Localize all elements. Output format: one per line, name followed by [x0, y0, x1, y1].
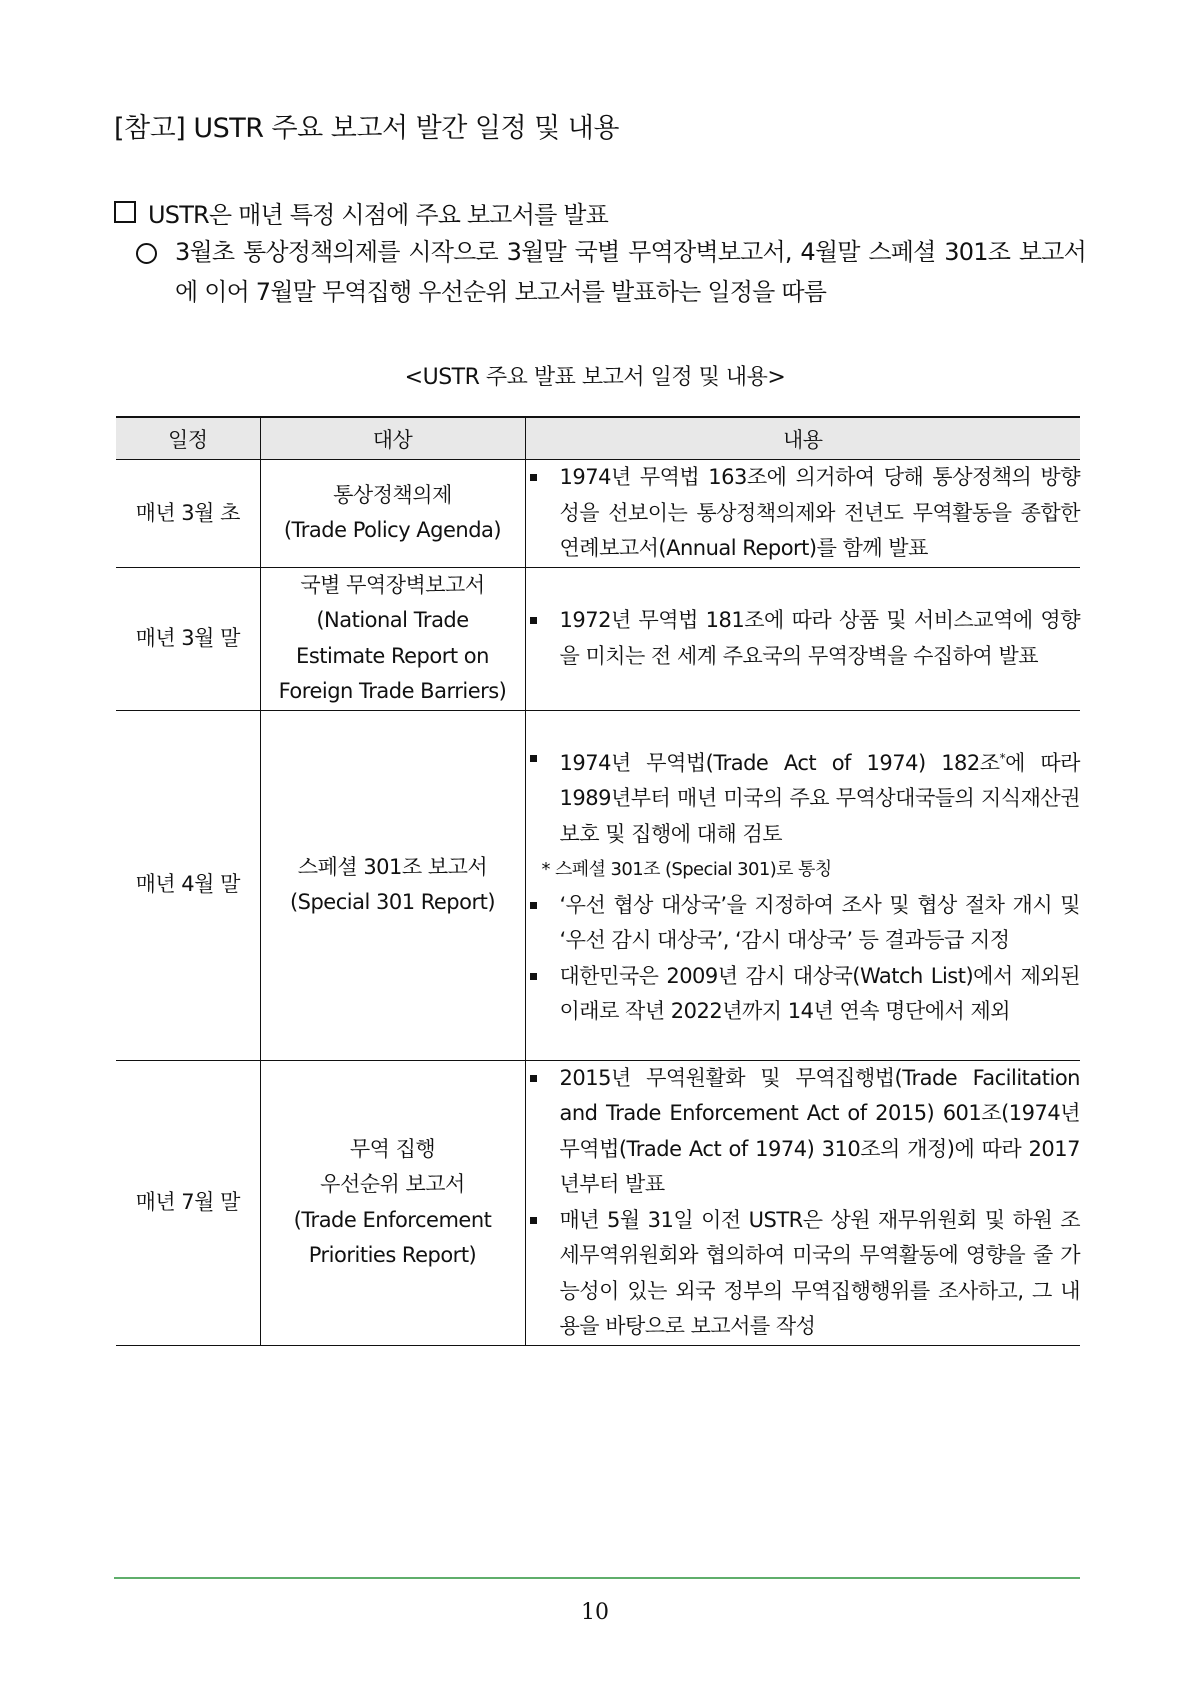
footer-divider: [114, 1577, 1080, 1579]
list-item: [526, 1203, 1081, 1345]
square-bullet-icon: [530, 474, 537, 481]
bullet-text: 1972년 무역법 181조에 따라 상품 및 서비스교역에 영향을 미치는 전 세계 주요국의 무역장벽을 수집하여 발표: [559, 608, 1080, 668]
row-target: [260, 567, 525, 710]
header-target: 대상: [260, 417, 525, 460]
report-schedule-table: [116, 416, 1080, 1346]
bullet-text: 1974년 무역법(Trade Act of 1974) 182조: [559, 750, 1000, 775]
row-target: [260, 710, 525, 1060]
page-number: 10: [581, 1600, 609, 1625]
target-line: 무역 집행: [349, 1136, 436, 1161]
row-date: 매년 3월 초: [116, 460, 260, 568]
list-item: [526, 888, 1081, 959]
square-bullet-icon: [530, 1217, 537, 1224]
section-subitem: [114, 232, 1086, 312]
bullet-text: 매년 5월 31일 이전 USTR은 상원 재무위원회 및 하원 조세무역위원회와 협의하여 미국의 무역활동에 영향을 줄 가능성이 있는 외국 정부의 무역집행행위를 조사하고, 그 내용을 바탕으로 보고서를 작성: [559, 1207, 1080, 1338]
target-line: (Trade Policy Agenda): [283, 518, 502, 543]
target-line: 국별 무역장벽보고서: [300, 572, 485, 597]
target-line: (National Trade: [316, 608, 469, 632]
summary-section: [114, 192, 1086, 312]
list-item: [526, 1061, 1081, 1203]
footnote-marker: *: [999, 750, 1006, 765]
list-item: [526, 741, 1081, 853]
row-target: [260, 1060, 525, 1345]
row-content: [525, 710, 1080, 1060]
square-bullet-icon: [530, 1075, 537, 1082]
target-line: Estimate Report on: [296, 643, 489, 668]
square-bullet-icon: [114, 201, 136, 223]
target-line: 통상정책의제: [333, 482, 452, 507]
row-date: 매년 4월 말: [116, 710, 260, 1060]
square-bullet-icon: [530, 617, 537, 624]
section-subitem-text: 3월초 통상정책의제를 시작으로 3월말 국별 무역장벽보고서, 4월말 스페셜 301조 보고서에 이어 7월말 무역집행 우선순위 보고서를 발표하는 일정을 따름: [175, 238, 1086, 306]
target-line: Priorities Report): [308, 1243, 477, 1267]
square-bullet-icon: [530, 755, 537, 762]
target-line: Foreign Trade Barriers): [278, 679, 507, 703]
page-title: [참고] USTR 주요 보고서 발간 일정 및 내용: [114, 113, 619, 144]
target-line: 우선순위 보고서: [320, 1172, 465, 1196]
target-line: 스페셜 301조 보고서: [297, 854, 488, 879]
square-bullet-icon: [530, 902, 537, 909]
bullet-text: 대한민국은 2009년 감시 대상국(Watch List)에서 제외된 이래로 작년 2022년까지 14년 연속 명단에서 제외: [559, 963, 1080, 1023]
list-item: [526, 603, 1081, 674]
row-date: 매년 7월 말: [116, 1060, 260, 1345]
table-header-row: [116, 417, 1080, 460]
table-row: [116, 460, 1080, 568]
footnote: * 스페셜 301조 (Special 301)로 통칭: [541, 859, 832, 880]
section-heading: [114, 192, 1086, 232]
list-item: [526, 959, 1081, 1030]
table-row: [116, 1060, 1080, 1345]
circle-bullet-icon: [136, 243, 157, 264]
row-content: [525, 460, 1080, 568]
bullet-text: 1974년 무역법 163조에 의거하여 당해 통상정책의 방향성을 선보이는 통상정책의제와 전년도 무역활동을 종합한 연례보고서(Annual Report)를 함께 발표: [559, 465, 1080, 560]
square-bullet-icon: [530, 973, 537, 980]
bullet-text: ‘우선 협상 대상국’을 지정하여 조사 및 협상 절차 개시 및 ‘우선 감시 대상국’, ‘감시 대상국’ 등 결과등급 지정: [559, 892, 1080, 952]
list-item: [526, 460, 1081, 567]
table-row: [116, 710, 1080, 1060]
target-line: (Special 301 Report): [289, 890, 496, 914]
bullet-text: 에 따라 1989년부터 매년 미국의 주요 무역상대국들의 지식재산권 보호 및 집행에 대해 검토: [559, 750, 1080, 846]
section-heading-text: USTR은 매년 특정 시점에 주요 보고서를 발표: [148, 200, 609, 229]
header-content: 내용: [525, 417, 1080, 460]
target-line: (Trade Enforcement: [293, 1207, 492, 1232]
row-content: [525, 567, 1080, 710]
bullet-text: 2015년 무역원활화 및 무역집행법(Trade Facilitation and Trade Enforcement Act of 2015) 601조(1974년 무역법(Trade Act of 1974) 310조의 개정)에 따라 2017년부터 발표: [559, 1065, 1080, 1196]
row-target: [260, 460, 525, 568]
row-date: 매년 3월 말: [116, 567, 260, 710]
row-content: [525, 1060, 1080, 1345]
header-date: 일정: [116, 417, 260, 460]
table-caption: <USTR 주요 발표 보고서 일정 및 내용>: [404, 365, 786, 390]
table-row: [116, 567, 1080, 710]
